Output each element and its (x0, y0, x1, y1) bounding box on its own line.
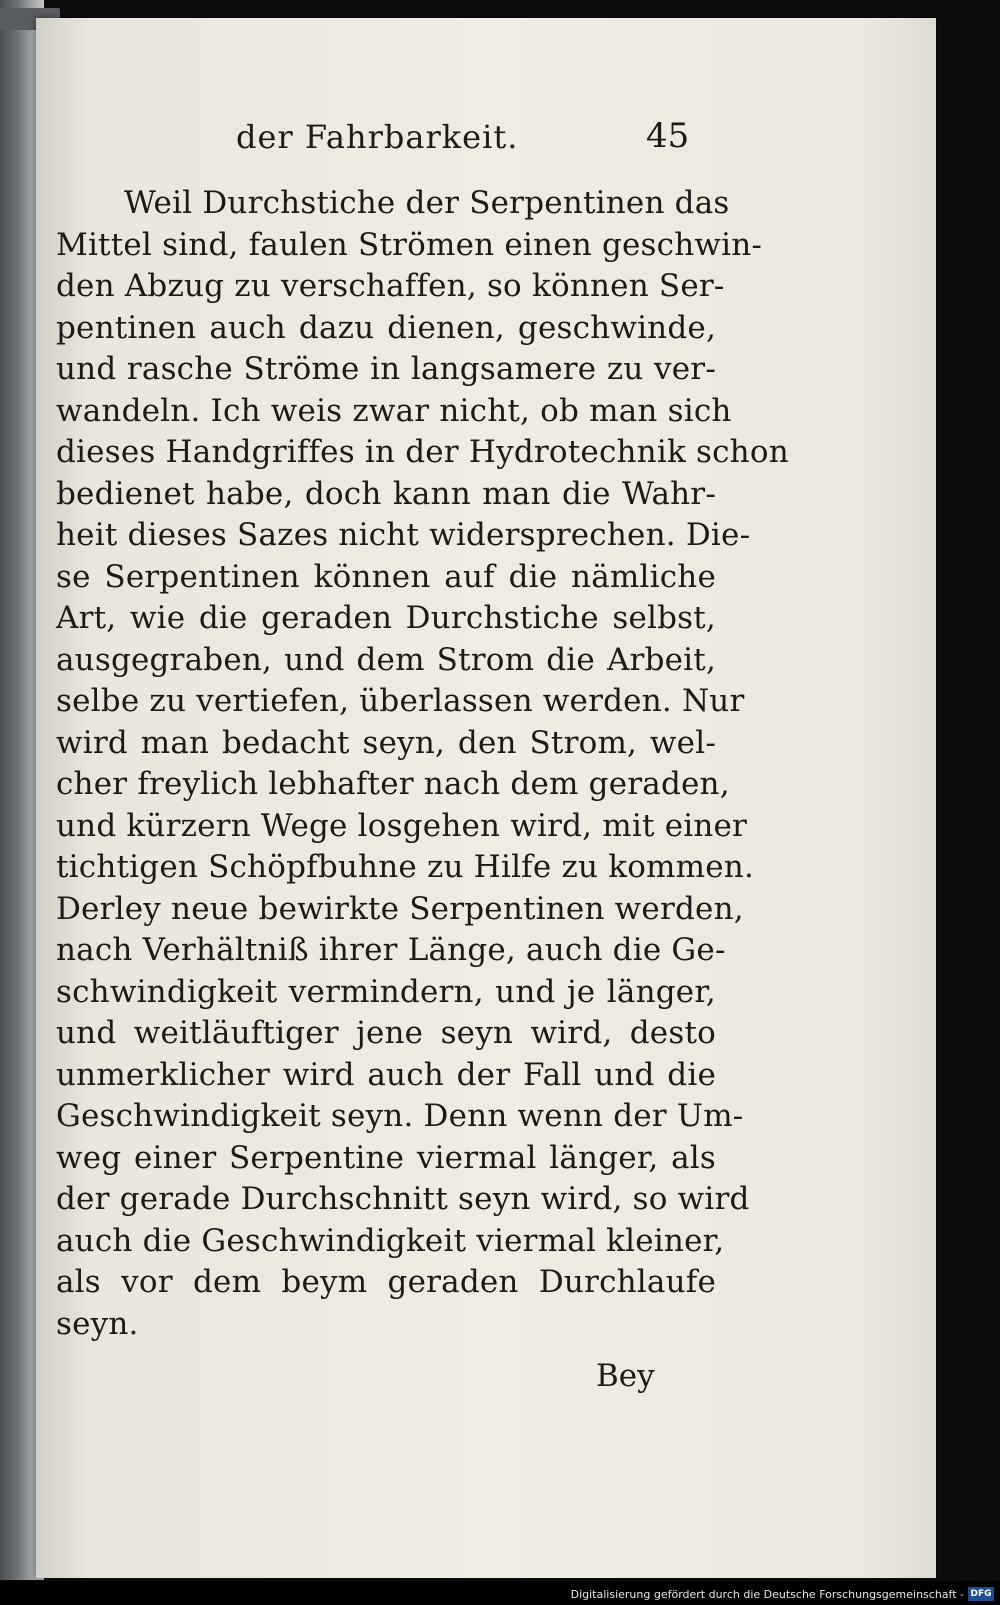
text-line: und weitläuftiger jene seyn wird, desto (56, 1015, 716, 1051)
running-head: der Fahrbarkeit. (236, 118, 519, 156)
text-line: Mittel sind, faulen Strömen einen geschwin- (56, 226, 763, 263)
text-line: unmerklicher wird auch der Fall und die (56, 1056, 716, 1093)
text-line: der gerade Durchschnitt seyn wird, so wird (56, 1181, 750, 1217)
text-line: den Abzug zu verschaffen, so können Ser- (56, 268, 725, 304)
text-line: ausgegraben, und dem Strom die Arbeit, (56, 641, 716, 678)
text-line: auch die Geschwindigkeit viermal kleiner, (56, 1222, 725, 1259)
text-line: cher freylich lebhafter nach dem geraden, (56, 766, 730, 802)
text-line: nach Verhältniß ihrer Länge, auch die Ge- (56, 932, 726, 968)
text-line: Geschwindigkeit seyn. Denn wenn der Um- (56, 1098, 744, 1134)
text-line: wandeln. Ich weis zwar nicht, ob man sich (56, 392, 732, 429)
catchword: Bey (596, 1358, 655, 1394)
text-line: und rasche Ströme in langsamere zu ver- (56, 351, 716, 387)
text-line: se Serpentinen können auf die nämliche (56, 558, 716, 595)
digitization-footer (0, 1581, 1000, 1605)
text-line: heit dieses Sazes nicht widersprechen. Die- (56, 517, 751, 553)
text-line: Derley neue bewirkte Serpentinen werden, (56, 890, 744, 927)
text-line: weg einer Serpentine viermal länger, als (56, 1139, 716, 1176)
text-line: pentinen auch dazu dienen, geschwinde, (56, 309, 716, 346)
text-line: selbe zu vertiefen, überlassen werden. Nur (56, 683, 745, 719)
text-line: bedienet habe, doch kann man die Wahr- (56, 475, 716, 512)
text-line: Art, wie die geraden Durchstiche selbst, (56, 600, 716, 636)
text-line: als vor dem beym geraden Durchlaufe (56, 1264, 716, 1300)
text-line: und kürzern Wege losgehen wird, mit einer (56, 807, 748, 844)
dfg-logo: DFG (968, 1587, 994, 1601)
page-number: 45 (646, 116, 690, 156)
text-line: Weil Durchstiche der Serpentinen das (124, 185, 730, 221)
text-line: wird man bedacht seyn, den Strom, wel- (56, 724, 716, 761)
text-line: dieses Handgriffes in der Hydrotechnik schon (56, 434, 789, 470)
book-page (36, 18, 936, 1578)
text-line: schwindigkeit vermindern, und je länger, (56, 973, 716, 1010)
funding-credit: Digitalisierung gefördert durch die Deutsche Forschungsgemeinschaft - (570, 1588, 964, 1601)
body-text (56, 183, 789, 1345)
text-line: seyn. (56, 1305, 139, 1342)
text-line: tichtigen Schöpfbuhne zu Hilfe zu kommen. (56, 849, 755, 885)
